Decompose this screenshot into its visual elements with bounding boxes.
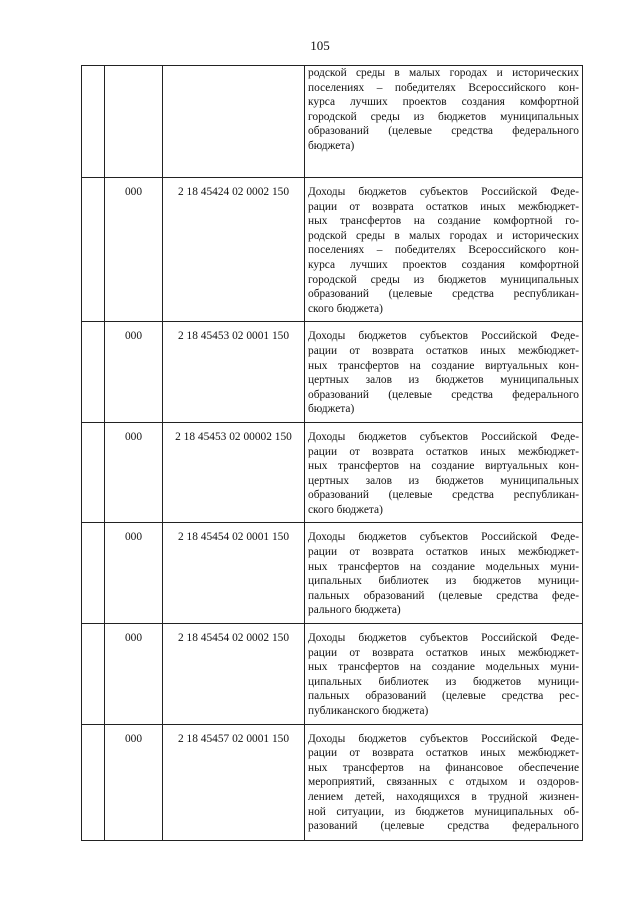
description-line: родской среды в малых городах и исторических: [308, 229, 579, 242]
budget-code-cell: 2 18 45454 02 0002 150: [163, 624, 305, 725]
description-line: бюджета): [308, 403, 355, 416]
budget-code-cell: [163, 66, 305, 178]
table-row: [82, 322, 583, 423]
blank-cell: [82, 322, 105, 423]
description-line: рации от возврата остатков иных межбюджет-: [308, 646, 579, 659]
description-line: рации от возврата остатков иных межбюджет-: [308, 200, 579, 213]
description-line: образований (целевые средства республикан-: [308, 288, 579, 301]
admin-code-cell: 000: [105, 724, 163, 840]
description-line: ной ситуации, из бюджетов муниципальных об-: [308, 805, 579, 818]
table-row: [82, 178, 583, 322]
description-cell: [305, 178, 583, 322]
description-line: ципальных библиотек из бюджетов муници-: [308, 675, 579, 688]
budget-code-cell: 2 18 45453 02 00002 150: [163, 422, 305, 523]
description-line: Доходы бюджетов субъектов Российской Феде-: [308, 632, 579, 645]
description-line: ных трансфертов на создание комфортной го-: [308, 215, 579, 228]
admin-code-cell: 000: [105, 624, 163, 725]
description-line: поселениях – победителях Всероссийского кон-: [308, 81, 579, 94]
description-line: разований (целевые средства федерального: [308, 820, 579, 833]
description-line: Доходы бюджетов субъектов Российской Феде-: [308, 531, 579, 544]
blank-cell: [82, 66, 105, 178]
description-line: цертных залов из бюджетов муниципальных: [308, 474, 579, 487]
admin-code-cell: 000: [105, 422, 163, 523]
description-line: ных трансфертов на создание модельных муни-: [308, 560, 579, 573]
admin-code-cell: 000: [105, 322, 163, 423]
blank-cell: [82, 178, 105, 322]
description-line: Доходы бюджетов субъектов Российской Феде-: [308, 732, 579, 745]
description-line: ных трансфертов на создание модельных муни-: [308, 661, 579, 674]
blank-cell: [82, 523, 105, 624]
table-row: [82, 422, 583, 523]
description-line: пальных образований (целевые средства рес-: [308, 690, 579, 703]
description-line: пальных образований (целевые средства феде-: [308, 589, 579, 602]
budget-code-table: [81, 65, 583, 841]
admin-code-cell: 000: [105, 523, 163, 624]
description-line: ского бюджета): [308, 302, 383, 315]
description-line: образований (целевые средства федерального: [308, 388, 579, 401]
description-line: образований (целевые средства республикан-: [308, 489, 579, 502]
admin-code-cell: [105, 66, 163, 178]
description-line: рации от возврата остатков иных межбюджет-: [308, 344, 579, 357]
budget-code-cell: 2 18 45457 02 0001 150: [163, 724, 305, 840]
description-cell: [305, 724, 583, 840]
description-line: ных трансфертов на финансовое обеспечение: [308, 761, 579, 774]
table-row: [82, 724, 583, 840]
description-line: курса лучших проектов создания комфортной: [308, 96, 579, 109]
description-cell: [305, 624, 583, 725]
description-line: рации от возврата остатков иных межбюджет-: [308, 747, 579, 760]
description-line: ных трансфертов на создание виртуальных кон-: [308, 460, 579, 473]
description-line: публиканского бюджета): [308, 705, 429, 717]
budget-code-cell: 2 18 45454 02 0001 150: [163, 523, 305, 624]
description-line: родской среды в малых городах и исторических: [308, 67, 579, 79]
description-line: бюджета): [308, 139, 355, 152]
description-line: рации от возврата остатков иных межбюджет-: [308, 546, 579, 559]
description-cell: [305, 422, 583, 523]
budget-code-cell: 2 18 45453 02 0001 150: [163, 322, 305, 423]
description-cell: [305, 523, 583, 624]
description-cell: [305, 322, 583, 423]
description-line: цертных залов из бюджетов муниципальных: [308, 374, 579, 387]
description-cell: [305, 66, 583, 178]
budget-code-table-body: [82, 66, 583, 841]
page-number: 105: [310, 38, 330, 53]
description-line: ных трансфертов на создание виртуальных кон-: [308, 359, 579, 372]
table-row: [82, 624, 583, 725]
description-line: образований (целевые средства федерального: [308, 125, 579, 138]
blank-cell: [82, 624, 105, 725]
description-line: рации от возврата остатков иных межбюджет-: [308, 445, 579, 458]
description-line: поселениях – победителях Всероссийского кон-: [308, 244, 579, 257]
description-line: городской среды из бюджетов муниципальных: [308, 110, 579, 123]
budget-code-cell: 2 18 45424 02 0002 150: [163, 178, 305, 322]
description-line: Доходы бюджетов субъектов Российской Феде-: [308, 330, 579, 343]
description-line: Доходы бюджетов субъектов Российской Феде-: [308, 430, 579, 443]
table-row: [82, 66, 583, 178]
blank-cell: [82, 422, 105, 523]
description-line: ципальных библиотек из бюджетов муници-: [308, 575, 579, 588]
description-line: ского бюджета): [308, 503, 383, 516]
admin-code-cell: 000: [105, 178, 163, 322]
description-line: лением детей, находящихся в трудной жизнен-: [308, 790, 579, 803]
table-row: [82, 523, 583, 624]
description-line: рального бюджета): [308, 604, 401, 617]
blank-cell: [82, 724, 105, 840]
description-line: Доходы бюджетов субъектов Российской Феде-: [308, 186, 579, 198]
description-line: мероприятий, связанных с отдыхом и оздоров-: [308, 776, 579, 789]
description-line: курса лучших проектов создания комфортной: [308, 258, 579, 271]
description-line: городской среды из бюджетов муниципальных: [308, 273, 579, 286]
